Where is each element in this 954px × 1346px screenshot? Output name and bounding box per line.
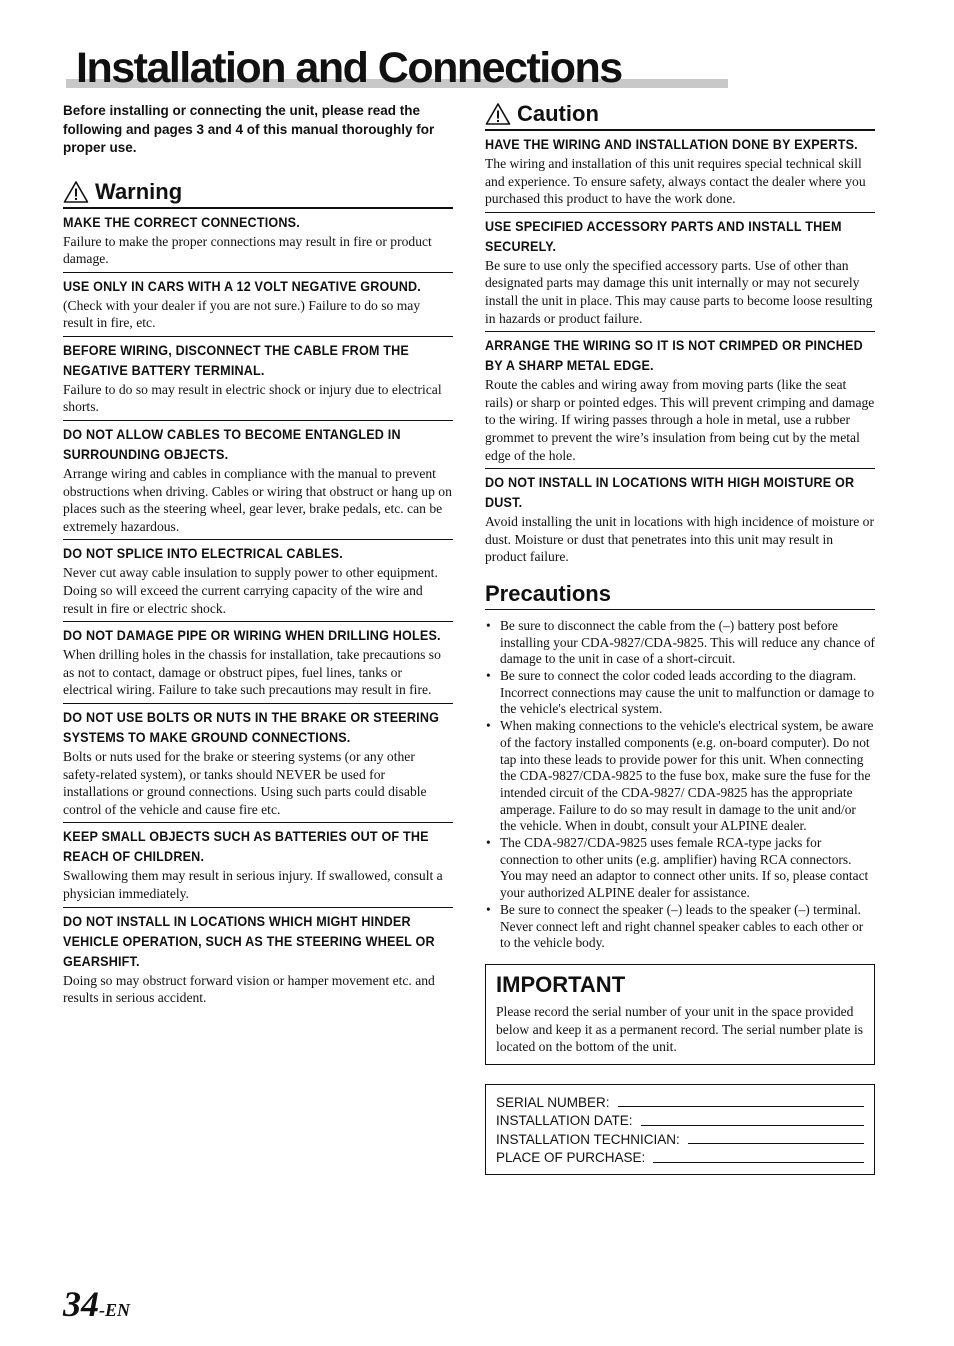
page-number-suffix: -EN	[99, 1300, 130, 1320]
warning-triangle-icon	[63, 180, 89, 204]
warning-item-body: Doing so may obstruct forward vision or hamper movement etc. and results in serious accident.	[63, 972, 435, 1006]
caution-item-body: Be sure to use only the specified accessory parts. Use of other than designated parts may damage this unit internally or may not securely install the unit in place. This may cause parts to become loose resulting in hazards or product failure.	[485, 257, 873, 326]
warning-item-body: Arrange wiring and cables in compliance with the manual to prevent obstructions when driving. Cables or wiring that obstruct or hang up on places such as the steering wheel, gear lever, brake pedals, etc. can be extremely hazardous.	[63, 466, 452, 534]
warning-item-head: DO NOT SPLICE INTO ELECTRICAL CABLES.	[63, 545, 343, 562]
important-box	[485, 964, 875, 1065]
installation-date-row	[496, 1112, 864, 1131]
precaution-bullet: • Be sure to connect the color coded leads according to the diagram. Incorrect connections may cause the unit to malfunction or damage to the vehicle's electrical system.	[485, 668, 875, 718]
place-of-purchase-blank-line	[653, 1162, 864, 1163]
serial-number-blank-line	[618, 1106, 864, 1107]
caution-item	[485, 469, 875, 570]
warning-heading-label: Warning	[95, 178, 183, 204]
warning-item	[63, 337, 453, 421]
caution-heading	[485, 100, 875, 131]
caution-item-body: Route the cables and wiring away from moving parts (like the seat rails) or sharp or pointed edges. This will prevent crimping and damage to the wiring. If wiring passes through a hole in metal, use a rubber grommet to prevent the wire’s insulation from being cut by the metal edge of the hole.	[485, 377, 875, 463]
caution-item-head: USE SPECIFIED ACCESSORY PARTS AND INSTALL THEM SECURELY.	[485, 217, 842, 254]
page-title: Installation and Connections	[76, 44, 622, 92]
precautions-list	[485, 618, 875, 952]
warning-item	[63, 540, 453, 622]
page-number-digits: 34	[63, 1284, 99, 1324]
precaution-bullet: • Be sure to disconnect the cable from the (–) battery post before installing your CDA-9827/CDA-9825. This will reduce any chance of damage to the unit in case of a short-circuit.	[485, 618, 875, 668]
caution-item-head: HAVE THE WIRING AND INSTALLATION DONE BY EXPERTS.	[485, 136, 858, 152]
serial-record-form	[485, 1084, 875, 1175]
warning-item-head: KEEP SMALL OBJECTS SUCH AS BATTERIES OUT OF THE REACH OF CHILDREN.	[63, 828, 429, 865]
installation-date-label: INSTALLATION DATE:	[496, 1113, 633, 1129]
installation-technician-row	[496, 1131, 864, 1150]
warning-item	[63, 273, 453, 337]
warning-item-body: Failure to do so may result in electric shock or injury due to electrical shorts.	[63, 381, 442, 415]
warning-item	[63, 704, 453, 823]
caution-item	[485, 131, 875, 213]
warning-item-head: DO NOT DAMAGE PIPE OR WIRING WHEN DRILLING HOLES.	[63, 627, 441, 644]
warning-item-body: Never cut away cable insulation to supply power to other equipment. Doing so will exceed the current carrying capacity of the wire and result in fire or electric shock.	[63, 565, 438, 616]
serial-number-label: SERIAL NUMBER:	[496, 1094, 610, 1110]
caution-heading-label: Caution	[517, 101, 599, 126]
caution-item	[485, 213, 875, 332]
left-column	[63, 100, 453, 1011]
warning-item-head: USE ONLY IN CARS WITH A 12 VOLT NEGATIVE GROUND.	[63, 277, 421, 294]
precautions-heading-label: Precautions	[485, 580, 611, 606]
warning-item-head: BEFORE WIRING, DISCONNECT THE CABLE FROM THE NEGATIVE BATTERY TERMINAL.	[63, 341, 410, 378]
installation-technician-blank-line	[688, 1143, 864, 1144]
precaution-bullet: • When making connections to the vehicle's electrical system, be aware of the factory installed components (e.g. on-board computer). Do not tap into these leads to provide power for this unit. When connecting the CDA-9827/CDA-9825 to the fuse box, make sure the fuse for the intended circuit of the CDA-9827/ CDA-9825 has the appropriate amperage. Failure to do so may result in damage to the unit and/or the vehicle. When in doubt, consult your ALPINE dealer.	[485, 718, 875, 835]
warning-item	[63, 209, 453, 273]
place-of-purchase-row	[496, 1149, 864, 1168]
caution-item-head: ARRANGE THE WIRING SO IT IS NOT CRIMPED OR PINCHED BY A SHARP METAL EDGE.	[485, 337, 863, 374]
installation-technician-label: INSTALLATION TECHNICIAN:	[496, 1131, 680, 1147]
warning-heading	[63, 178, 453, 209]
important-text: Please record the serial number of your unit in the space provided below and keep it as a permanent record. The serial number plate is located on the bottom of the unit.	[496, 1003, 864, 1055]
installation-date-blank-line	[641, 1125, 864, 1126]
warning-item-head: DO NOT USE BOLTS OR NUTS IN THE BRAKE OR STEERING SYSTEMS TO MAKE GROUND CONNECTIONS.	[63, 709, 440, 745]
warning-item	[63, 622, 453, 704]
serial-number-row	[496, 1094, 864, 1113]
caution-item-head: DO NOT INSTALL IN LOCATIONS WITH HIGH MOISTURE OR DUST.	[485, 474, 855, 511]
precautions-heading	[485, 580, 875, 610]
warning-item-body: Swallowing them may result in serious injury. If swallowed, consult a physician immediately.	[63, 868, 443, 901]
precaution-bullet: • Be sure to connect the speaker (–) leads to the speaker (–) terminal. Never connect left and right channel speaker cables to each other or to the vehicle body.	[485, 902, 875, 952]
warning-item-body: When drilling holes in the chassis for installation, take precautions so as not to contact, damage or obstruct pipes, fuel lines, tanks or electrical wiring. Failure to take such precautions may result in fire.	[63, 647, 441, 698]
warning-item	[63, 421, 453, 540]
warning-item-body: Failure to make the proper connections may result in fire or product damage.	[63, 233, 432, 267]
warning-item-head: DO NOT INSTALL IN LOCATIONS WHICH MIGHT HINDER VEHICLE OPERATION, SUCH AS THE STEERING WHEEL OR GEARSHIFT.	[63, 912, 435, 969]
intro-text: Before installing or connecting the unit, please read the following and pages 3 and 4 of this manual thoroughly for proper use.	[63, 103, 435, 155]
caution-triangle-icon	[485, 102, 511, 126]
warning-item	[63, 823, 453, 907]
warning-item-head: DO NOT ALLOW CABLES TO BECOME ENTANGLED IN SURROUNDING OBJECTS.	[63, 426, 401, 463]
important-heading: IMPORTANT	[496, 971, 626, 997]
caution-item	[485, 332, 875, 469]
warning-item	[63, 908, 453, 1011]
warning-item-body: Bolts or nuts used for the brake or steering systems (or any other safety-related system), or tanks should NEVER be used for installations or ground connections. Using such parts could disable control of the vehicle and cause fire etc.	[63, 749, 427, 817]
place-of-purchase-label: PLACE OF PURCHASE:	[496, 1150, 646, 1166]
warning-item-body: (Check with your dealer if you are not sure.) Failure to do so may result in fire, etc.	[63, 297, 421, 331]
caution-item-body: Avoid installing the unit in locations with high incidence of moisture or dust. Moisture or dust that penetrates into this unit may result in product failure.	[485, 514, 874, 565]
caution-item-body: The wiring and installation of this unit requires special technical skill and experience. To ensure safety, always contact the dealer where you purchased this product to have the work done.	[485, 156, 866, 207]
precaution-bullet: • The CDA-9827/CDA-9825 uses female RCA-type jacks for connection to other units (e.g. amplifier) having RCA connectors. You may need an adaptor to connect other units. If so, please contact your authorized ALPINE dealer for assistance.	[485, 835, 875, 902]
page-number	[63, 1283, 130, 1325]
warning-item-head: MAKE THE CORRECT CONNECTIONS.	[63, 213, 300, 230]
right-column	[485, 100, 875, 1175]
